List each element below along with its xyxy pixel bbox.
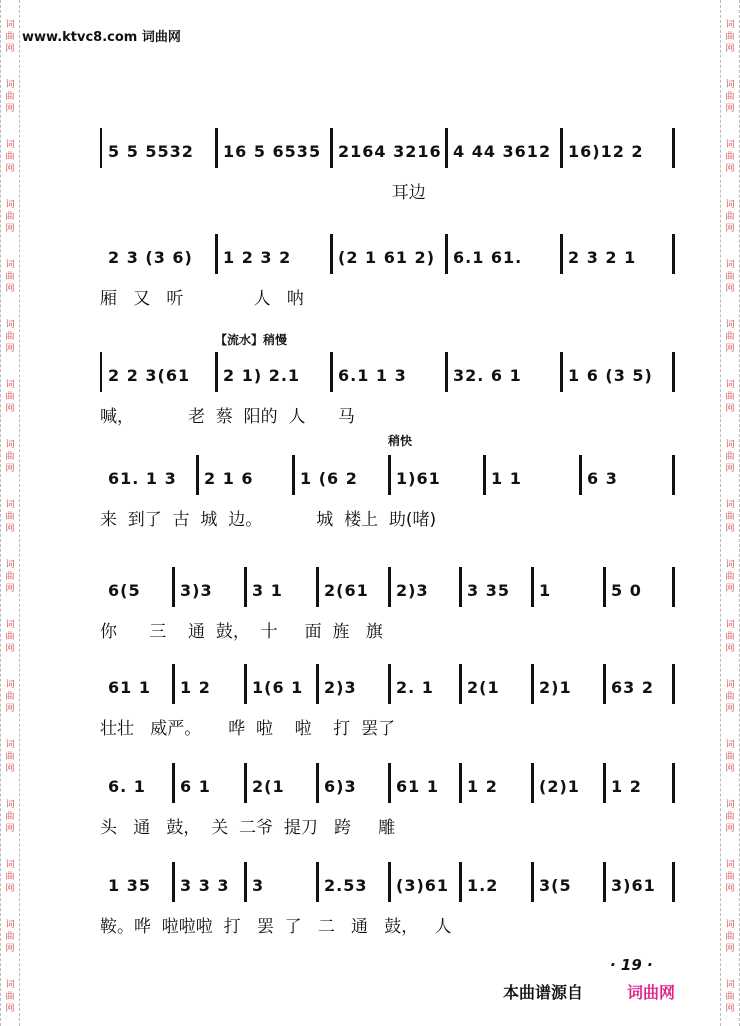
watermark-char: 曲 (5, 932, 15, 942)
watermark-char: 词 (725, 980, 735, 990)
bar-line (560, 352, 563, 392)
watermark-char: 曲 (725, 152, 735, 162)
measure: 2)1 (539, 678, 572, 697)
bar-line (172, 664, 175, 704)
watermark-char: 曲 (725, 332, 735, 342)
watermark-char: 网 (5, 44, 15, 54)
measure: 5 0 (611, 581, 642, 600)
bar-line (672, 455, 675, 495)
measure: 1 2 3 2 (223, 248, 292, 267)
watermark-char: 网 (5, 584, 15, 594)
watermark-char: 词 (5, 320, 15, 330)
watermark-char: 网 (725, 224, 735, 234)
bar-line (388, 455, 391, 495)
measure: 4 44 3612 (453, 142, 552, 161)
measure: 1 1 (491, 469, 522, 488)
measure: 3(5 (539, 876, 572, 895)
watermark-char: 词 (725, 860, 735, 870)
measure: 2(1 (467, 678, 500, 697)
watermark-char: 词 (725, 20, 735, 30)
measure: 16)12 2 (568, 142, 644, 161)
measure: 3)61 (611, 876, 656, 895)
measure: 2. 1 (396, 678, 434, 697)
watermark-char: 网 (725, 1004, 735, 1014)
watermark-char: 词 (5, 500, 15, 510)
watermark-char: 词 (725, 800, 735, 810)
watermark-char: 网 (5, 224, 15, 234)
watermark-char: 曲 (725, 92, 735, 102)
watermark-char: 网 (725, 944, 735, 954)
watermark-char: 词 (5, 740, 15, 750)
lyric-line: 你 三 通 鼓， 十 面 旌 旗 (100, 622, 383, 642)
bar-line (672, 128, 675, 168)
measure: 2 3 (3 6) (108, 248, 193, 267)
site-header: www.ktvc8.com 词曲网 (22, 30, 181, 45)
bar-line (388, 862, 391, 902)
watermark-char: 曲 (725, 512, 735, 522)
watermark-char: 曲 (5, 92, 15, 102)
notation-row (100, 763, 675, 807)
watermark-char: 网 (725, 164, 735, 174)
watermark-char: 词 (725, 320, 735, 330)
bar-line (100, 128, 102, 168)
bar-line (603, 862, 606, 902)
measure: 1(6 1 (252, 678, 304, 697)
measure: 1 (539, 581, 552, 600)
watermark-char: 词 (725, 140, 735, 150)
bar-line (445, 128, 448, 168)
watermark-char: 曲 (725, 812, 735, 822)
measure: (2 1 61 2) (338, 248, 435, 267)
watermark-char: 网 (5, 764, 15, 774)
bar-line (172, 862, 175, 902)
measure: 2(61 (324, 581, 369, 600)
watermark-char: 词 (725, 260, 735, 270)
watermark-char: 曲 (5, 332, 15, 342)
measure: 6 1 (180, 777, 211, 796)
bar-line (292, 455, 295, 495)
notation-row (100, 352, 675, 396)
bar-line (459, 862, 462, 902)
watermark-char: 词 (5, 920, 15, 930)
watermark-char: 曲 (5, 812, 15, 822)
lyric-line: 来 到了 古 城 边。 城 楼上 助(啫) (100, 510, 437, 530)
lyric-line: 壮壮 威严。 哗 啦 啦 打 罢了 (100, 719, 396, 739)
watermark-char: 词 (725, 80, 735, 90)
watermark-char: 网 (5, 884, 15, 894)
watermark-char: 词 (725, 740, 735, 750)
watermark-char: 网 (725, 884, 735, 894)
watermark-char: 曲 (725, 872, 735, 882)
watermark-char: 网 (5, 704, 15, 714)
measure: 32. 6 1 (453, 366, 522, 385)
measure: 2)3 (324, 678, 357, 697)
bar-line (483, 455, 486, 495)
lyric-line: 鞍。哗 啦啦啦 打 罢 了 二 通 鼓， 人 (100, 917, 452, 937)
bar-line (172, 567, 175, 607)
watermark-char: 词 (725, 620, 735, 630)
watermark-char: 词 (5, 440, 15, 450)
measure: 1 2 (180, 678, 211, 697)
right-watermark-strip (720, 0, 740, 1026)
measure: 6. 1 (108, 777, 146, 796)
measure: 1 35 (108, 876, 151, 895)
watermark-char: 网 (725, 644, 735, 654)
measure: 1.2 (467, 876, 499, 895)
measure: 2164 3216 (338, 142, 442, 161)
measure: 1 (6 2 (300, 469, 358, 488)
measure: 3)3 (180, 581, 213, 600)
bar-line (531, 567, 534, 607)
watermark-char: 网 (5, 524, 15, 534)
watermark-char: 网 (725, 824, 735, 834)
watermark-char: 词 (5, 80, 15, 90)
measure: 2(1 (252, 777, 285, 796)
bar-line (244, 664, 247, 704)
bar-line (560, 128, 563, 168)
notation-row (100, 128, 675, 172)
bar-line (672, 352, 675, 392)
watermark-char: 词 (725, 920, 735, 930)
watermark-char: 网 (725, 344, 735, 354)
watermark-char: 曲 (725, 632, 735, 642)
page-number: · 19 · (610, 956, 653, 974)
watermark-char: 网 (5, 284, 15, 294)
measure: 1)61 (396, 469, 441, 488)
measure: 6)3 (324, 777, 357, 796)
watermark-char: 曲 (5, 872, 15, 882)
watermark-char: 词 (725, 200, 735, 210)
watermark-char: 词 (5, 680, 15, 690)
watermark-char: 曲 (5, 392, 15, 402)
measure: 6(5 (108, 581, 141, 600)
bar-line (215, 352, 218, 392)
watermark-char: 曲 (5, 992, 15, 1002)
watermark-char: 词 (5, 140, 15, 150)
lyric-line: 头 通 鼓， 关 二爷 提刀 跨 雕 (100, 818, 396, 838)
bar-line (388, 763, 391, 803)
notation-row (100, 455, 675, 499)
bar-line (672, 234, 675, 274)
measure: 63 2 (611, 678, 654, 697)
watermark-char: 网 (5, 344, 15, 354)
lyric-line: 耳边 (100, 183, 426, 203)
bar-line (330, 352, 333, 392)
watermark-char: 网 (5, 404, 15, 414)
measure: 16 5 6535 (223, 142, 322, 161)
watermark-char: 曲 (5, 512, 15, 522)
bar-line (330, 128, 333, 168)
bar-line (316, 862, 319, 902)
measure: 3 3 3 (180, 876, 230, 895)
bar-line (603, 567, 606, 607)
bar-line (531, 664, 534, 704)
watermark-char: 词 (5, 860, 15, 870)
watermark-char: 曲 (725, 992, 735, 1002)
watermark-char: 曲 (725, 272, 735, 282)
watermark-char: 曲 (725, 212, 735, 222)
watermark-char: 词 (5, 200, 15, 210)
bar-line (603, 664, 606, 704)
measure: (2)1 (539, 777, 580, 796)
bar-line (388, 664, 391, 704)
watermark-char: 网 (5, 104, 15, 114)
watermark-char: 网 (5, 824, 15, 834)
measure: 61 1 (108, 678, 151, 697)
watermark-char: 网 (725, 464, 735, 474)
watermark-char: 词 (725, 380, 735, 390)
watermark-char: 曲 (5, 32, 15, 42)
bar-line (459, 763, 462, 803)
watermark-char: 曲 (5, 272, 15, 282)
measure: 2 1) 2.1 (223, 366, 301, 385)
watermark-char: 词 (725, 440, 735, 450)
watermark-char: 网 (5, 944, 15, 954)
watermark-char: 曲 (725, 452, 735, 462)
watermark-char: 词 (5, 20, 15, 30)
measure: 3 1 (252, 581, 283, 600)
watermark-char: 曲 (5, 632, 15, 642)
watermark-char: 网 (725, 104, 735, 114)
measure: 6.1 61. (453, 248, 523, 267)
footer-source-text: 本曲谱源自 (503, 983, 584, 1002)
watermark-char: 词 (5, 620, 15, 630)
bar-line (672, 862, 675, 902)
watermark-char: 词 (5, 380, 15, 390)
left-watermark-strip (0, 0, 20, 1026)
watermark-char: 网 (725, 284, 735, 294)
measure: 6 3 (587, 469, 618, 488)
measure: 2 2 3(61 (108, 366, 191, 385)
watermark-char: 词 (5, 260, 15, 270)
watermark-char: 词 (5, 560, 15, 570)
bar-line (316, 763, 319, 803)
watermark-char: 曲 (5, 452, 15, 462)
notation-row (100, 567, 675, 611)
bar-line (560, 234, 563, 274)
watermark-char: 网 (5, 164, 15, 174)
measure: 5 5 5532 (108, 142, 194, 161)
watermark-char: 词 (725, 560, 735, 570)
measure: 61 1 (396, 777, 439, 796)
watermark-char: 网 (5, 1004, 15, 1014)
notation-row (100, 664, 675, 708)
bar-line (244, 862, 247, 902)
bar-line (330, 234, 333, 274)
bar-line (100, 352, 102, 392)
watermark-char: 网 (725, 404, 735, 414)
notation-row (100, 862, 675, 906)
watermark-char: 曲 (725, 392, 735, 402)
watermark-char: 网 (725, 584, 735, 594)
measure: 2 3 2 1 (568, 248, 637, 267)
watermark-char: 网 (725, 704, 735, 714)
bar-line (459, 567, 462, 607)
bar-line (603, 763, 606, 803)
watermark-char: 网 (5, 464, 15, 474)
bar-line (445, 234, 448, 274)
watermark-char: 曲 (5, 572, 15, 582)
watermark-char: 曲 (5, 212, 15, 222)
watermark-char: 词 (5, 980, 15, 990)
measure: 1 6 (3 5) (568, 366, 653, 385)
bar-line (672, 763, 675, 803)
watermark-char: 曲 (5, 752, 15, 762)
watermark-char: 曲 (5, 692, 15, 702)
bar-line (388, 567, 391, 607)
notation-row (100, 234, 675, 278)
watermark-char: 网 (725, 44, 735, 54)
bar-line (215, 234, 218, 274)
measure: 6.1 1 3 (338, 366, 407, 385)
watermark-char: 词 (725, 500, 735, 510)
watermark-char: 词 (725, 680, 735, 690)
measure: 2.53 (324, 876, 368, 895)
bar-line (316, 567, 319, 607)
bar-line (531, 763, 534, 803)
watermark-char: 网 (725, 764, 735, 774)
lyric-line: 厢 又 听 人 呐 (100, 289, 304, 309)
bar-line (196, 455, 199, 495)
watermark-char: 曲 (725, 572, 735, 582)
measure: (3)61 (396, 876, 450, 895)
bar-line (316, 664, 319, 704)
lyric-line: 喊， 老 蔡 阳的 人 马 (100, 407, 355, 427)
measure: 1 2 (611, 777, 642, 796)
measure: 1 2 (467, 777, 498, 796)
watermark-char: 曲 (725, 752, 735, 762)
bar-line (672, 664, 675, 704)
bar-line (579, 455, 582, 495)
bar-line (244, 567, 247, 607)
watermark-char: 曲 (725, 932, 735, 942)
measure: 3 35 (467, 581, 510, 600)
bar-line (215, 128, 218, 168)
bar-line (445, 352, 448, 392)
bar-line (459, 664, 462, 704)
watermark-char: 网 (5, 644, 15, 654)
tempo-mark-flow: 【流水】稍慢 (215, 333, 288, 347)
measure: 2 1 6 (204, 469, 254, 488)
measure: 3 (252, 876, 265, 895)
bar-line (531, 862, 534, 902)
watermark-char: 曲 (5, 152, 15, 162)
bar-line (244, 763, 247, 803)
measure: 2)3 (396, 581, 429, 600)
tempo-mark-fast: 稍快 (388, 434, 413, 448)
bar-line (672, 567, 675, 607)
measure: 61. 1 3 (108, 469, 177, 488)
watermark-char: 词 (5, 800, 15, 810)
watermark-char: 曲 (725, 32, 735, 42)
watermark-char: 网 (725, 524, 735, 534)
watermark-char: 曲 (725, 692, 735, 702)
footer-source-site: 词曲网 (627, 983, 676, 1002)
bar-line (172, 763, 175, 803)
